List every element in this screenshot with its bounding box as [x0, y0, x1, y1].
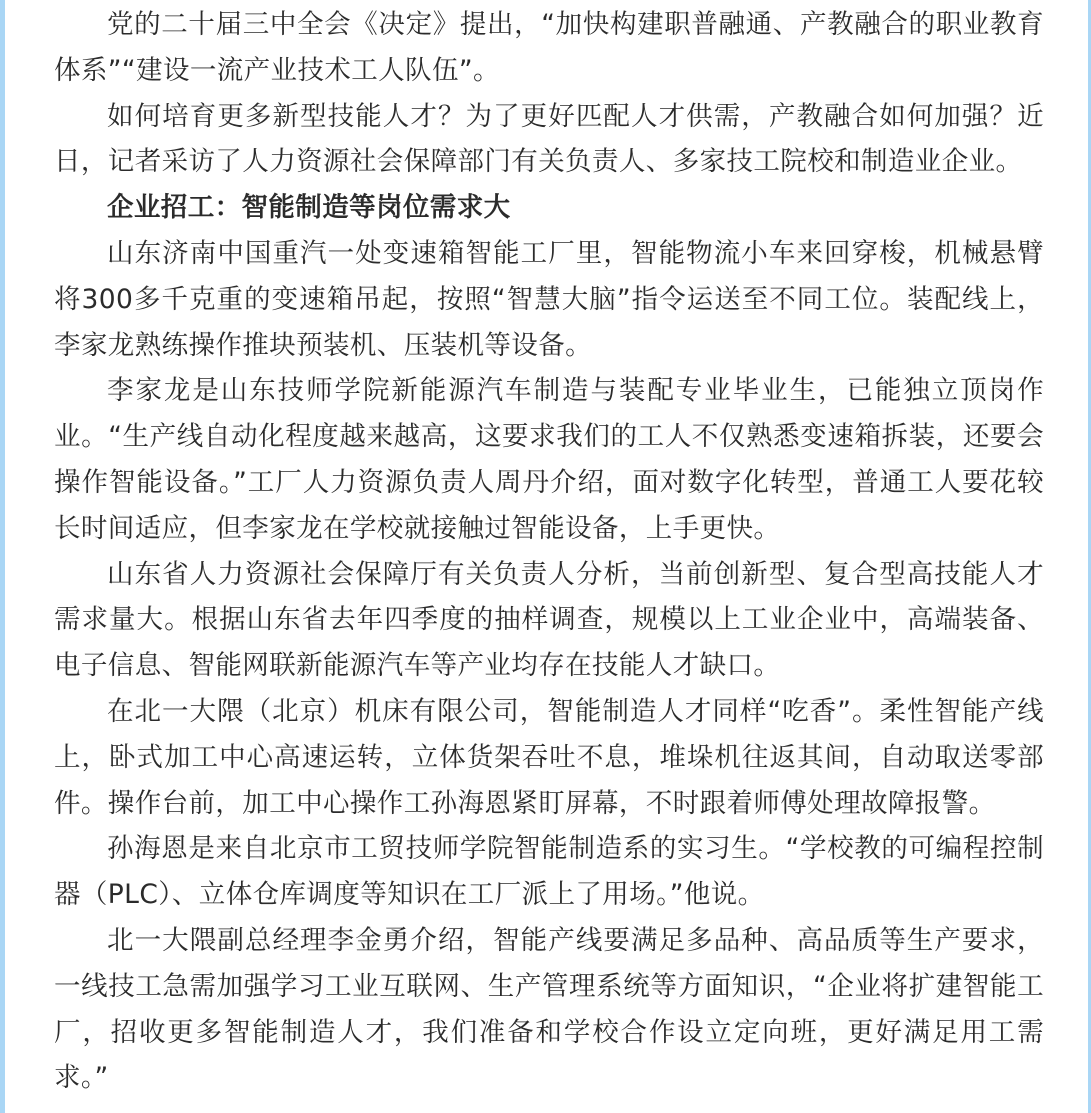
paragraph-li-jinyong: 北一大隈副总经理李金勇介绍，智能产线要满足多品种、高品质等生产要求，一线技工急需加强学习工业互联网、生产管理系统等方面知识，“企业将扩建智能工厂，招收更多智能制造人才，我们准备和学校合作设立定向班，更好满足用工需求。”	[54, 924, 1044, 1094]
paragraph-sun-haien: 孙海恩是来自北京市工贸技师学院智能制造系的实习生。“学校教的可编程控制器（PLC）、立体仓库调度等知识在工厂派上了用场。”他说。	[54, 833, 1044, 911]
paragraph-li-jialong: 李家龙是山东技师学院新能源汽车制造与装配专业毕业生，已能独立顶岗作业。“生产线自动化程度越来越高，这要求我们的工人不仅熟悉变速箱拆装，还要会操作智能设备。”工厂人力资源负责人周丹介绍，面对数字化转型，普通工人要花较长时间适应，但李家龙在学校就接触过智能设备，上手更快。	[54, 375, 1044, 544]
paragraph-beiyi-okuma: 在北一大隈（北京）机床有限公司，智能制造人才同样“吃香”。柔性智能产线上，卧式加工中心高速运转，立体货架吞吐不息，堆垛机往返其间，自动取送零部件。操作台前，加工中心操作工孙海恩紧盯屏幕，不时跟着师傅处理故障报警。	[54, 695, 1044, 819]
paragraph-smart-factory: 山东济南中国重汽一处变速箱智能工厂里，智能物流小车来回穿梭，机械悬臂将300多千克重的变速箱吊起，按照“智慧大脑”指令运送至不同工位。装配线上，李家龙熟练操作推块预装机、压装机等设备。	[54, 237, 1044, 361]
article-body	[54, 2, 1044, 1101]
paragraph-intro-decision: 党的二十届三中全会《决定》提出，“加快构建职普融通、产教融合的职业教育体系”“建设一流产业技术工人队伍”。	[54, 9, 1044, 86]
left-border-rule	[0, 0, 5, 1113]
paragraph-intro-question: 如何培育更多新型技能人才？为了更好匹配人才供需，产教融合如何加强？近日，记者采访了人力资源社会保障部门有关负责人、多家技工院校和制造业企业。	[54, 100, 1044, 178]
paragraph-shandong-analysis: 山东省人力资源社会保障厅有关负责人分析，当前创新型、复合型高技能人才需求量大。根据山东省去年四季度的抽样调查，规模以上工业企业中，高端装备、电子信息、智能网联新能源汽车等产业均存在技能人才缺口。	[54, 558, 1044, 682]
section-heading: 企业招工：智能制造等岗位需求大	[107, 192, 511, 224]
